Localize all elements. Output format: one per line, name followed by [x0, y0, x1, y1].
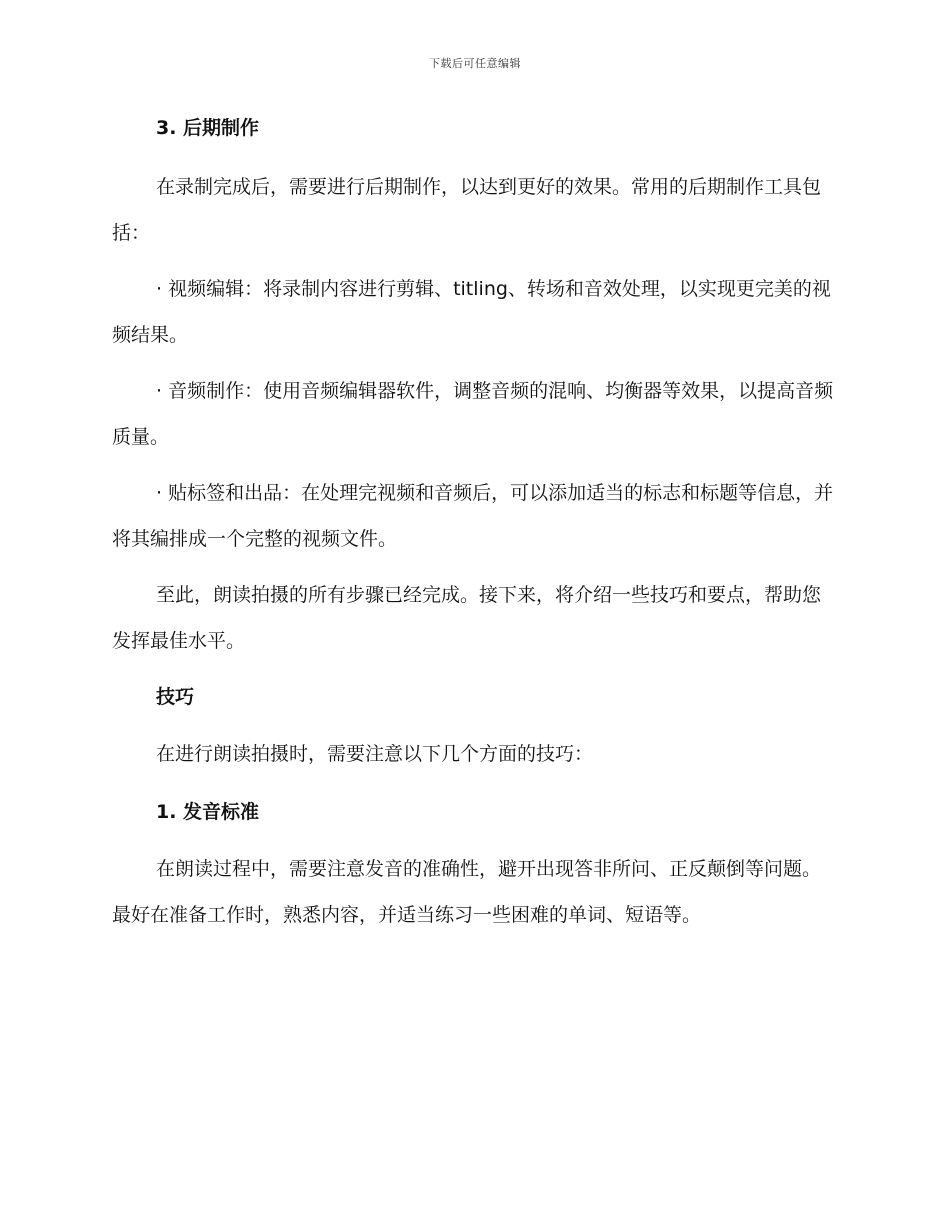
section-heading-pronunciation: 1. 发音标准 — [156, 801, 260, 823]
paragraph-labeling: · 贴标签和出品：在处理完视频和音频后，可以添加适当的标志和标题等信息，并将其编排成一个完整的视频文件。 — [112, 482, 834, 550]
paragraph-video-editing: · 视频编辑：将录制内容进行剪辑、titling、转场和音效处理，以实现更完美的视频结果。 — [112, 278, 831, 346]
paragraph-pronunciation: 在朗读过程中，需要注意发音的准确性，避开出现答非所问、正反颠倒等问题。最好在准备工作时，熟悉内容，并适当练习一些困难的单词、短语等。 — [112, 858, 822, 926]
paragraph-post-intro: 在录制完成后，需要进行后期制作，以达到更好的效果。常用的后期制作工具包括： — [112, 176, 822, 244]
paragraph-tips-intro: 在进行朗读拍摄时，需要注意以下几个方面的技巧： — [156, 743, 594, 765]
paragraph-audio-production: · 音频制作：使用音频编辑器软件，调整音频的混响、均衡器等效果，以提高音频质量。 — [112, 380, 834, 448]
section-heading-post-production: 3. 后期制作 — [156, 117, 260, 139]
page-header: 下载后可任意编辑 — [429, 57, 521, 70]
section-heading-tips: 技巧 — [156, 686, 195, 708]
paragraph-summary: 至此，朗读拍摄的所有步骤已经完成。接下来，将介绍一些技巧和要点，帮助您发挥最佳水平。 — [112, 584, 822, 652]
